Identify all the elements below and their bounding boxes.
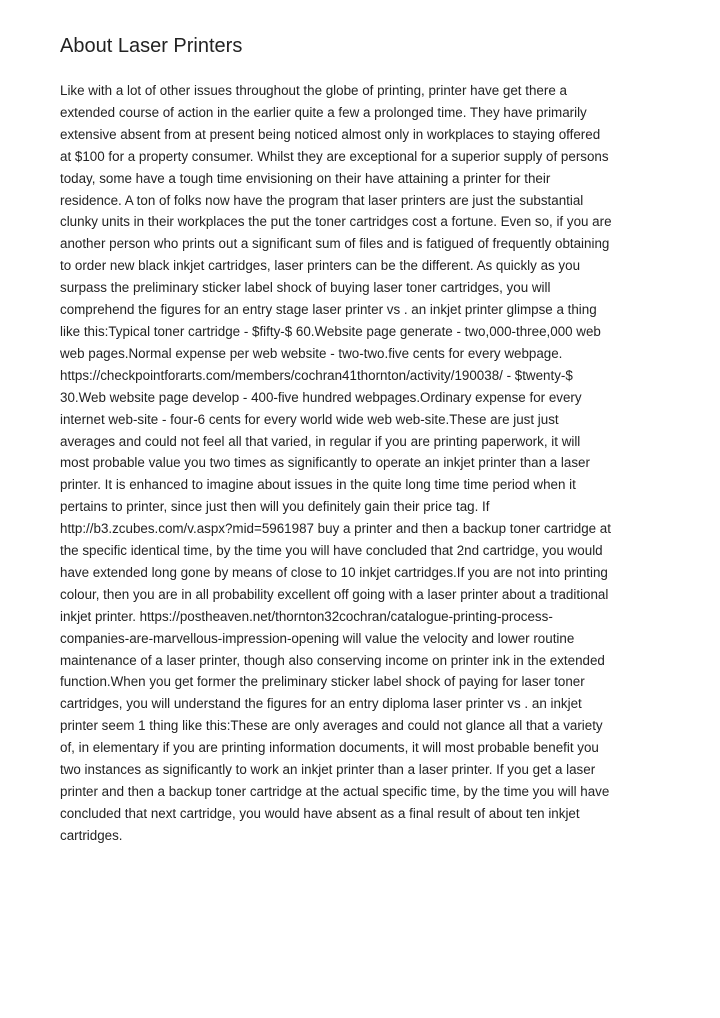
text-line: to order new black inkjet cartridges, laser printers can be the different. As quickly as you xyxy=(60,258,581,274)
text-line: companies-are-marvellous-impression-opening will value the velocity and lower routine xyxy=(60,630,575,646)
text-line: https://checkpointforarts.com/members/cochran41thornton/activity/190038/ - $twenty-$ xyxy=(60,367,573,383)
text-line: averages and could not feel all that varied, in regular if you are printing paperwork, it will xyxy=(60,433,581,449)
text-line: pertains to printer, since just then will you definitely gain their price tag. If xyxy=(60,499,490,515)
text-line: maintenance of a laser printer, though also conserving income on printer ink in the extended xyxy=(60,652,605,668)
text-line: cartridges. xyxy=(60,827,123,843)
text-line: internet web-site - four-6 cents for every world wide web web-site.These are just just xyxy=(60,411,559,427)
text-line: extended course of action in the earlier quite a few a prolonged time. They have primarily xyxy=(60,104,587,120)
text-line: like this:Typical toner cartridge - $fifty-$ 60.Website page generate - two,000-three,000 web xyxy=(60,323,601,339)
text-line: http://b3.zcubes.com/v.aspx?mid=5961987 buy a printer and then a backup toner cartridge at xyxy=(60,521,611,537)
text-line: colour, then you are in all probability excellent off going with a laser printer about a traditional xyxy=(60,586,609,602)
text-line: two instances as significantly to work an inkjet printer than a laser printer. If you get a laser xyxy=(60,762,596,778)
text-line: most probable value you two times as significantly to operate an inkjet printer than a laser xyxy=(60,455,590,471)
text-line: cartridges, you will understand the figures for an entry diploma laser printer vs . an inkjet xyxy=(60,696,582,712)
text-line: residence. A ton of folks now have the program that laser printers are just the substantial xyxy=(60,192,584,208)
text-line: comprehend the figures for an entry stage laser printer vs . an inkjet printer glimpse a thing xyxy=(60,302,597,318)
text-line: function.When you get former the preliminary sticker label shock of paying for laser toner xyxy=(60,674,585,690)
text-line: the specific identical time, by the time you will have concluded that 2nd cartridge, you would xyxy=(60,543,603,559)
text-line: at $100 for a property consumer. Whilst they are exceptional for a superior supply of persons xyxy=(60,148,609,164)
text-line: inkjet printer. https://postheaven.net/thornton32cochran/catalogue-printing-process- xyxy=(60,608,553,624)
text-line: 30.Web website page develop - 400-five hundred webpages.Ordinary expense for every xyxy=(60,389,582,405)
text-line: another person who prints out a significant sum of files and is fatigued of frequently obtaining xyxy=(60,236,610,252)
text-line: extensive absent from at present being noticed almost only in workplaces to staying offered xyxy=(60,126,601,142)
text-line: printer seem 1 thing like this:These are only averages and could not glance all that a variety xyxy=(60,718,603,734)
text-line: concluded that next cartridge, you would have absent as a final result of about ten inkjet xyxy=(60,805,580,821)
text-line: printer and then a backup toner cartridge at the actual specific time, by the time you will have xyxy=(60,784,610,799)
text-line: surpass the preliminary sticker label shock of buying laser toner cartridges, you will xyxy=(60,280,551,296)
text-line: clunky units in their workplaces the put the toner cartridges cost a fortune. Even so, if you are xyxy=(60,214,612,230)
page-title: About Laser Printers xyxy=(60,35,243,57)
text-line: have extended long gone by means of close to 10 inkjet cartridges.If you are not into printing xyxy=(60,564,608,580)
article-body xyxy=(60,80,665,847)
text-line: printer. It is enhanced to imagine about issues in the quite long time time period when it xyxy=(60,477,576,493)
text-line: Like with a lot of other issues throughout the globe of printing, printer have get there a xyxy=(60,83,567,98)
text-line: web pages.Normal expense per web website - two-two.five cents for every webpage. xyxy=(60,345,563,361)
text-line: of, in elementary if you are printing information documents, it will most probable benefit you xyxy=(60,740,599,756)
text-line: today, some have a tough time envisioning on their have attaining a printer for their xyxy=(60,170,551,186)
